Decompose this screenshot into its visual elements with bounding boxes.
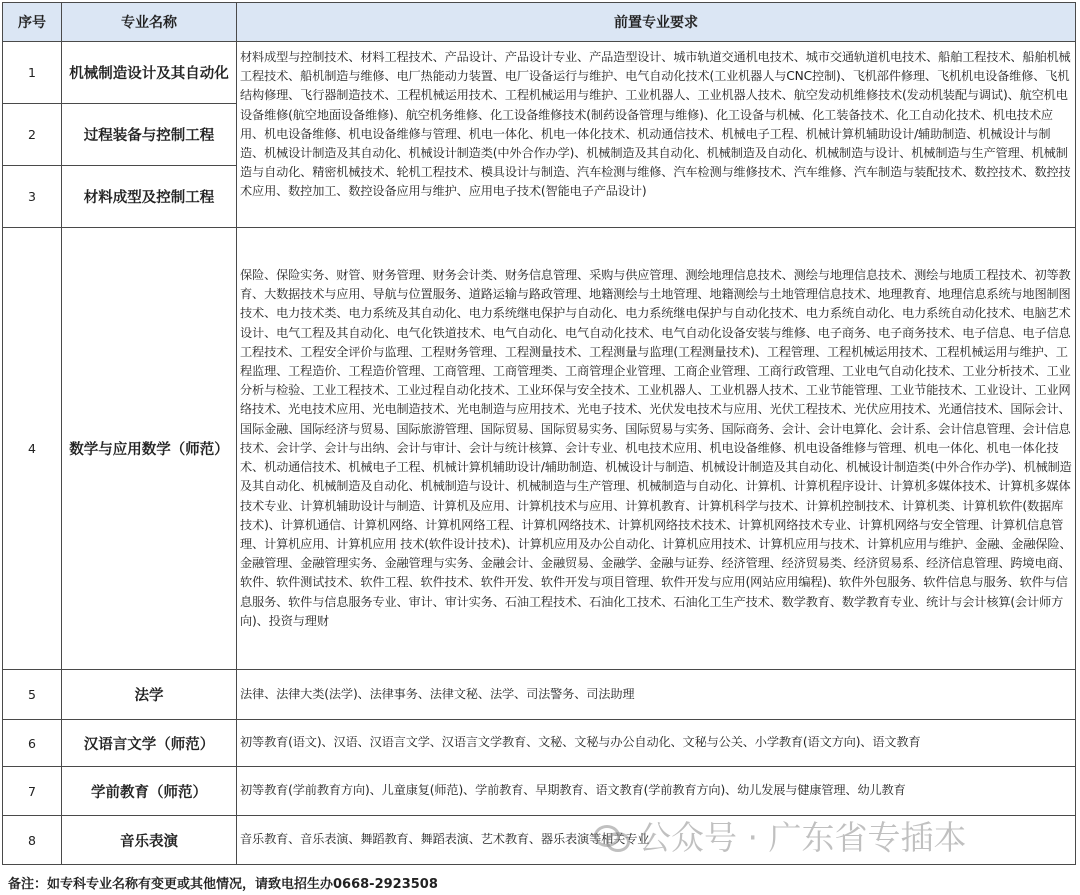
row-requirements: 音乐教育、音乐表演、舞蹈教育、舞蹈表演、艺术教育、器乐表演等相关专业 [237,816,1076,865]
row-major-name: 过程装备与控制工程 [62,104,237,166]
row-requirements: 材料成型与控制技术、材料工程技术、产品设计、产品设计专业、产品造型设计、城市轨道交通机电技术、城市交通轨道机电技术、船舶工程技术、船舶机械工程技术、船机制造与维修、电厂热能动力装置、电厂设备运行与维护、电气自动化技术(工业机器人与CNC控制)、飞机部件修理、飞机机电设备维修、飞机结构修理、飞行器制造技术、工程机械运用技术、工程机械运用与维护、工业机器人、工业机器人技术、航空发动机维修技术(发动机装配与调试)、航空机电设备维修(航空地面设备维修)、航空机务维修、化工设备维修技术(制药设备管理与维修)、化工设备与机械、化工装备技术、化工自动化技术、机电技术应用、机电设备维修、机电设备维修与管理、机电一体化、机电一体化技术、机动通信技术、机械电子工程、机械计算机辅助设计/辅助制造、机械设计与制造、机械设计制造及其自动化、机械设计制造类(中外合作办学)、机械制造及其自动化、机械制造及自动化、机械制造与设计、机械制造与生产管理、机械制造与自动化、精密机械技术、轮机工程技术、模具设计与制造、汽车检测与维修、汽车检测与维修技术、汽车维修、汽车制造与装配技术、数控技术、数控技术应用、数控加工、数控设备应用与维护、应用电子技术(智能电子产品设计) [237,42,1076,228]
row-requirements: 法律、法律大类(法学)、法律事务、法律文秘、法学、司法警务、司法助理 [237,670,1076,720]
header-major-name: 专业名称 [62,3,237,42]
row-no: 4 [3,228,62,670]
table-row [3,228,1076,670]
row-major-name: 法学 [62,670,237,720]
row-major-name: 数学与应用数学（师范） [62,228,237,670]
row-major-name: 材料成型及控制工程 [62,166,237,228]
header-no: 序号 [3,3,62,42]
row-no: 1 [3,42,62,104]
row-no: 3 [3,166,62,228]
row-no: 5 [3,670,62,720]
table-row [3,767,1076,816]
header-requirements: 前置专业要求 [237,3,1076,42]
table-row [3,816,1076,865]
row-major-name: 机械制造设计及其自动化 [62,42,237,104]
row-no: 2 [3,104,62,166]
row-no: 6 [3,720,62,767]
row-major-name: 学前教育（师范） [62,767,237,816]
row-requirements: 初等教育(语文)、汉语、汉语言文学、汉语言文学教育、文秘、文秘与办公自动化、文秘与公关、小学教育(语文方向)、语文教育 [237,720,1076,767]
major-requirements-table [2,2,1076,865]
watermark-text: 公众号 · 广东省专插本 [638,818,967,857]
table-row [3,670,1076,720]
row-requirements: 初等教育(学前教育方向)、儿童康复(师范)、学前教育、早期教育、语文教育(学前教育方向)、幼儿发展与健康管理、幼儿教育 [237,767,1076,816]
row-major-name: 汉语言文学（师范） [62,720,237,767]
row-no: 8 [3,816,62,865]
row-major-name: 音乐表演 [62,816,237,865]
row-requirements: 保险、保险实务、财管、财务管理、财务会计类、财务信息管理、采购与供应管理、测绘地理信息技术、测绘与地理信息技术、测绘与地质工程技术、初等教育、大数据技术与应用、导航与位置服务、道路运输与路政管理、地籍测绘与土地管理、地籍测绘与土地管理信息技术、地理教育、地理信息系统与地图制图技术、电力技术类、电力系统及其自动化、电力系统继电保护与自动化、电力系统继电保护与自动化技术、电力系统自动化、电力系统自动化技术、电脑艺术设计、电气工程及其自动化、电气化铁道技术、电气自动化、电气自动化技术、电气自动化设备安装与维修、电子商务、电子商务技术、电子信息、电子信息工程技术、工程安全评价与监理、工程财务管理、工程测量技术、工程测量与监理(工程测量技术)、工程管理、工程机械运用技术、工程机械运用与维护、工程监理、工程造价、工程造价管理、工商管理、工商管理类、工商管理企业管理、工商企业管理、工商行政管理、工业电气自动化技术、工业分析技术、工业分析与检验、工业工程技术、工业过程自动化技术、工业环保与安全技术、工业机器人、工业机器人技术、工业节能管理、工业节能技术、工业设计、工业网络技术、光电技术应用、光电制造技术、光电制造与应用技术、光电子技术、光伏发电技术与应用、光伏工程技术、光伏应用技术、光通信技术、国际会计、国际金融、国际经济与贸易、国际旅游管理、国际贸易、国际贸易实务、国际贸易与实务、国际商务、会计、会计电算化、会计系、会计信息管理、会计信息技术、会计学、会计与出纳、会计与审计、会计与统计核算、会计专业、机电技术应用、机电设备维修、机电设备维修与管理、机电一体化、机电一体化技术、机动通信技术、机械电子工程、机械计算机辅助设计/辅助制造、机械设计与制造、机械设计制造及其自动化、机械设计制造类(中外合作办学)、机械制造及其自动化、机械制造及自动化、机械制造与设计、机械制造与生产管理、机械制造与自动化、计算机、计算机程序设计、计算机多媒体技术、计算机多媒体技术专业、计算机辅助设计与制造、计算机及应用、计算机技术与应用、计算机教育、计算机科学与技术、计算机控制技术、计算机类、计算机软件(数据库技术)、计算机通信、计算机网络、计算机网络工程、计算机网络技术、计算机网络技术技术、计算机网络技术专业、计算机网络与安全管理、计算机信息管理、计算机应用、计算机应用 技术(软件设计技术)、计算机应用及办公自动化、计算机应用技术、计算机应用与技术、计算机应用与维护、金融、金融保险、金融管理、金融管理实务、金融管理与实务、金融会计、金融贸易、金融学、金融与证券、经济管理、经济贸易类、经济贸易系、经济信息管理、跨境电商、软件、软件测试技术、软件工程、软件技术、软件开发、软件开发与项目管理、软件开发与应用(网站应用编程)、软件外包服务、软件信息与服务、软件与信息服务、软件与信息服务专业、审计、审计实务、石油工程技术、石油化工技术、石油化工生产技术、数学教育、数学教育专业、统计与会计核算(会计师方向)、投资与理财 [237,228,1076,670]
table-header-row [3,3,1076,42]
table-row [3,42,1076,104]
table-row [3,720,1076,767]
row-no: 7 [3,767,62,816]
footnote: 备注：如专科专业名称有变更或其他情况，请致电招生办0668-2923508 [8,877,438,892]
